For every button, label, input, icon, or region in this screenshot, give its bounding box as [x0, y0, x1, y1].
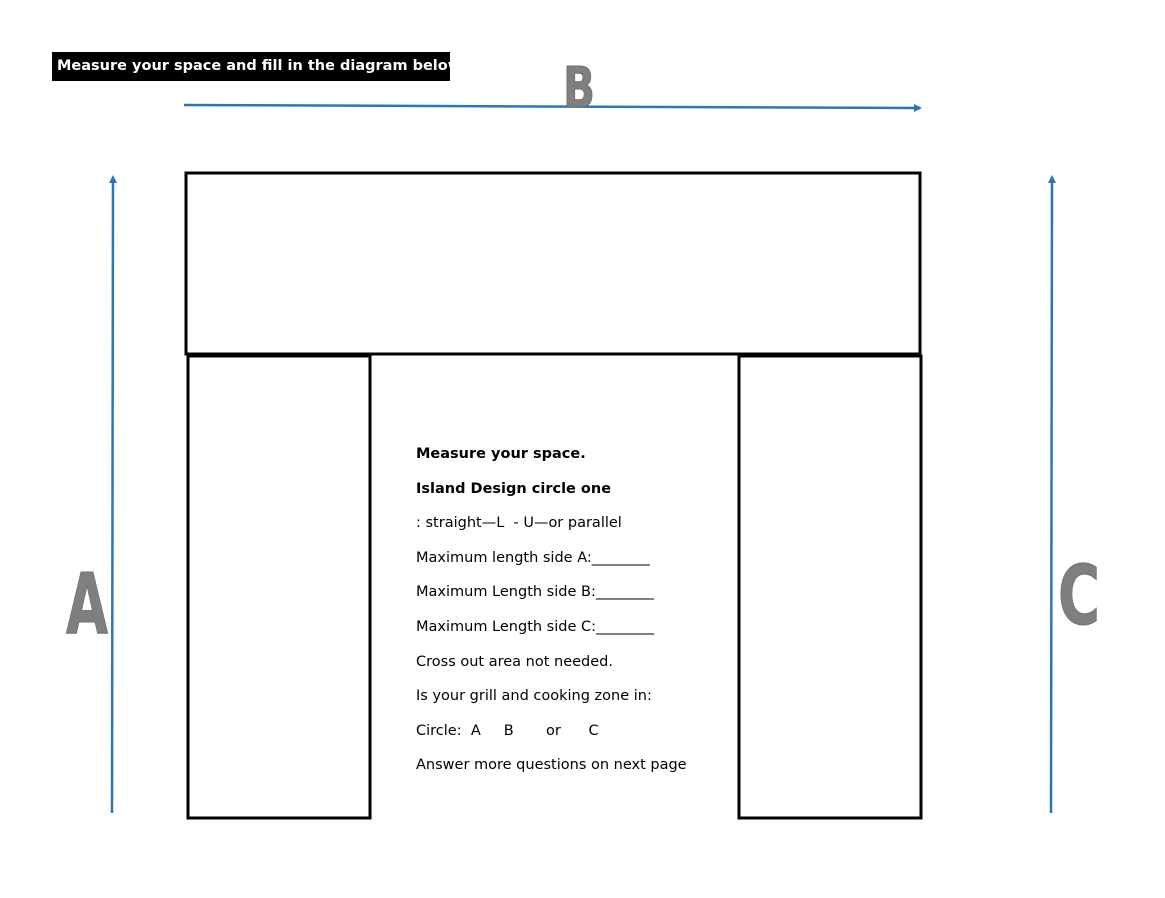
max-length-b-field: Maximum Length side B:________	[416, 584, 654, 601]
left-counter-box	[188, 356, 370, 818]
island-design-label: Island Design circle one	[416, 480, 612, 497]
cross-out-note: Cross out area not needed.	[416, 653, 613, 670]
max-length-c-field: Maximum Length side C:________	[416, 618, 655, 635]
side-label-c: C	[1058, 549, 1100, 644]
right-counter-box	[739, 356, 921, 818]
max-length-a-field: Maximum length side A:________	[416, 549, 650, 566]
grill-question: Is your grill and cooking zone in:	[416, 688, 652, 705]
shape-options: : straight—L - U—or parallel	[416, 515, 622, 532]
side-label-b: B	[563, 56, 595, 121]
arrow-b	[184, 105, 920, 108]
side-label-a: A	[66, 555, 108, 653]
instructions-block	[416, 441, 726, 787]
arrow-c	[1051, 177, 1052, 813]
arrow-a	[112, 177, 113, 813]
header-banner: Measure your space and fill in the diagram below	[52, 52, 450, 81]
circle-options: Circle: A B or C	[416, 722, 599, 739]
next-page-note: Answer more questions on next page	[416, 757, 687, 774]
top-counter-box	[186, 173, 920, 354]
instructions-title: Measure your space.	[416, 446, 586, 462]
